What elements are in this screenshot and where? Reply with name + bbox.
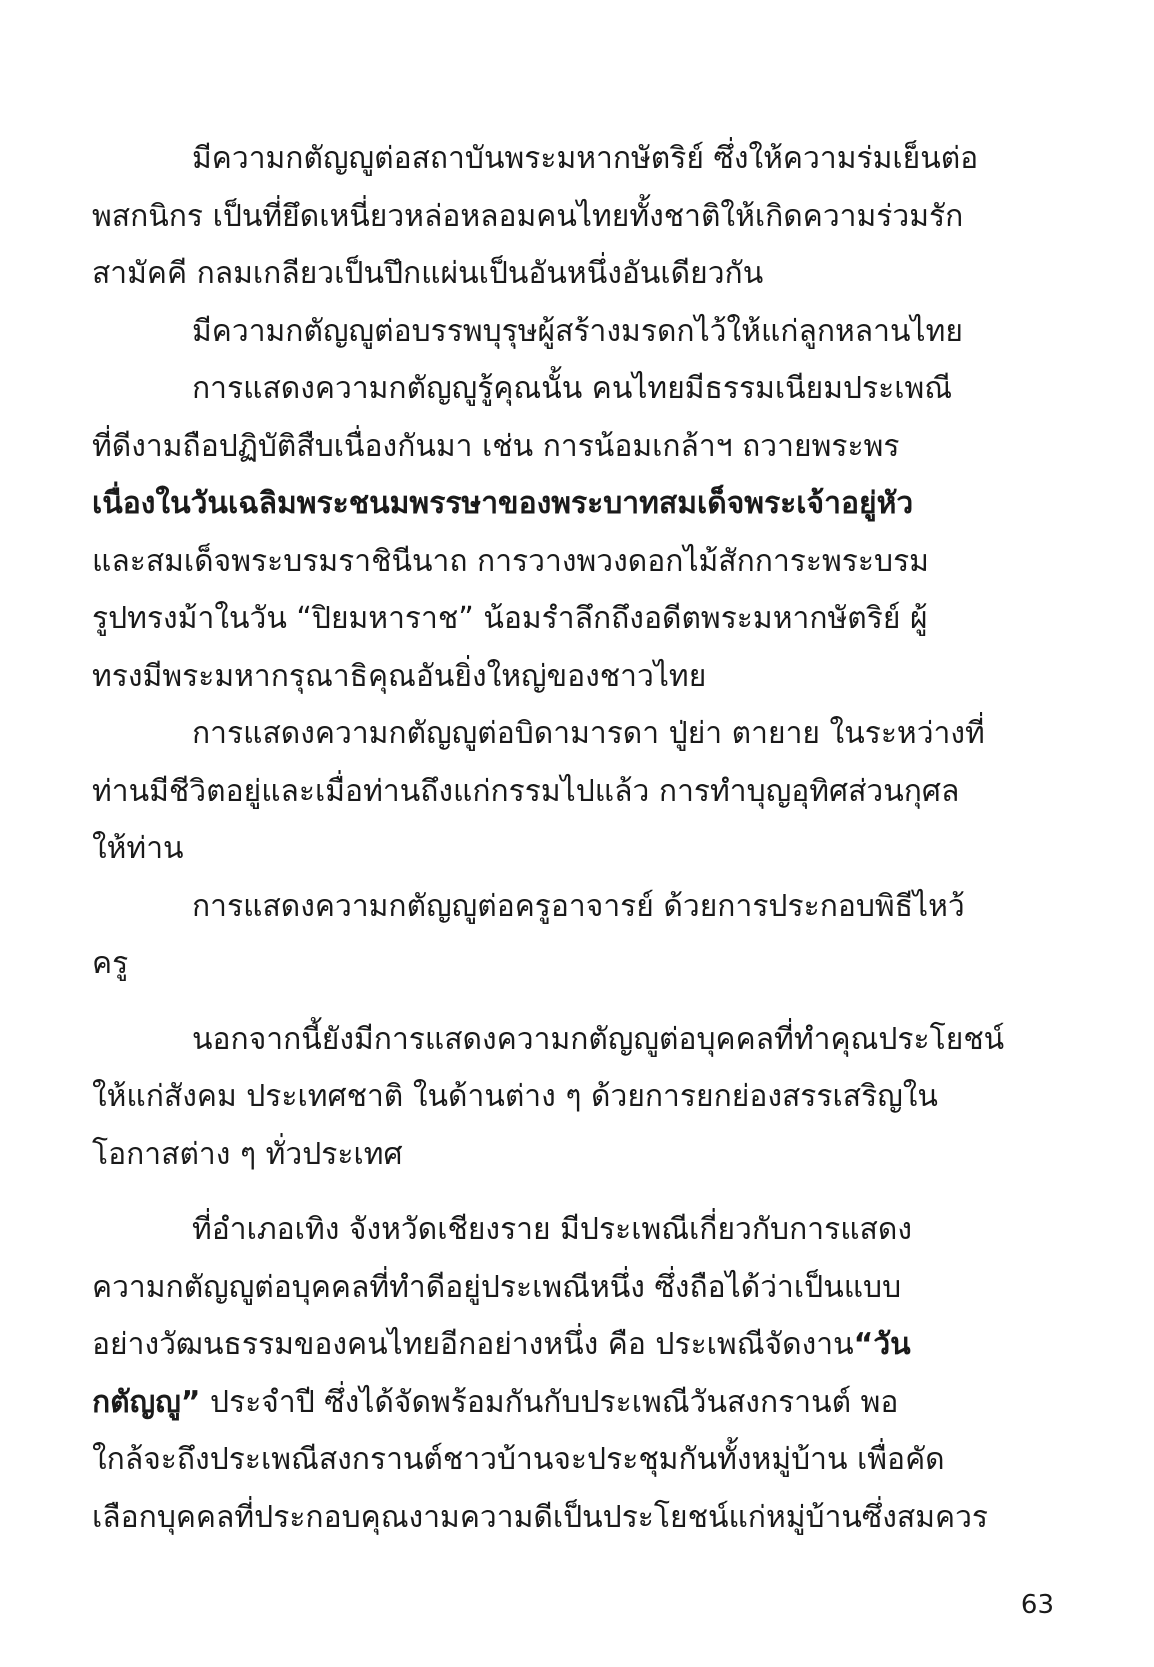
text-line: โอกาสต่าง ๆ ทั่วประเทศ <box>92 1136 403 1172</box>
text-line: ความกตัญญูต่อบุคคลที่ทำดีอยู่ประเพณีหนึ่ง ซึ่งถือได้ว่าเป็นแบบ <box>92 1269 902 1305</box>
text-line: พสกนิกร เป็นที่ยึดเหนี่ยวหล่อหลอมคนไทยทั้งชาติให้เกิดความร่วมรัก <box>92 198 964 234</box>
text-line: เนื่องในวันเฉลิมพระชนมพรรษาของพระบาทสมเด็จพระเจ้าอยู่หัว <box>92 486 914 521</box>
text-line: นอกจากนี้ยังมีการแสดงความกตัญญูต่อบุคคลที่ทำคุณประโยชน์ <box>192 1021 1005 1057</box>
bold-term: “วัน <box>853 1327 911 1362</box>
text-line <box>92 1316 1057 1374</box>
text-line: ใกล้จะถึงประเพณีสงกรานต์ชาวบ้านจะประชุมกันทั้งหมู่บ้าน เพื่อคัด <box>92 1442 945 1477</box>
text-line: ที่อำเภอเทิง จังหวัดเชียงราย มีประเพณีเกี่ยวกับการแสดง <box>192 1212 912 1247</box>
text-line: มีความกตัญญูต่อสถาบันพระมหากษัตริย์ ซึ่งให้ความร่มเย็นต่อ <box>192 141 979 176</box>
text-line: มีความกตัญญูต่อบรรพบุรุษผู้สร้างมรดกไว้ให้แก่ลูกหลานไทย <box>192 313 963 349</box>
bold-term: กตัญญู” <box>92 1384 201 1420</box>
text-line: การแสดงความกตัญญูต่อบิดามารดา ปู่ย่า ตายาย ในระหว่างที่ <box>192 716 985 751</box>
page-number: 63 <box>1020 1590 1054 1620</box>
text-run: ประจำปี ซึ่งได้จัดพร้อมกันกับประเพณีวันสงกรานต์ พอ <box>200 1384 899 1420</box>
text-line: ให้แก่สังคม ประเทศชาติ ในด้านต่าง ๆ ด้วยการยกย่องสรรเสริญใน <box>92 1079 938 1114</box>
text-line <box>92 1374 1057 1432</box>
body-text <box>92 130 1057 1546</box>
text-line: ให้ท่าน <box>92 831 184 866</box>
text-line: ท่านมีชีวิตอยู่และเมื่อท่านถึงแก่กรรมไปแล้ว การทำบุญอุทิศส่วนกุศล <box>92 773 960 809</box>
paragraph-gap <box>92 993 1057 1011</box>
text-line: ทรงมีพระมหากรุณาธิคุณอันยิ่งใหญ่ของชาวไทย <box>92 658 707 694</box>
text-line: การแสดงความกตัญญูต่อครูอาจารย์ ด้วยการประกอบพิธีไหว้ <box>192 888 965 924</box>
text-line: และสมเด็จพระบรมราชินีนาถ การวางพวงดอกไม้สักการะพระบรม <box>92 543 929 579</box>
text-line: ครู <box>92 946 129 981</box>
text-line: เลือกบุคคลที่ประกอบคุณงามความดีเป็นประโยชน์แก่หมู่บ้านซึ่งสมควร <box>92 1499 989 1535</box>
text-run: อย่างวัฒนธรรมของคนไทยอีกอย่างหนึ่ง คือ ประเพณีจัดงาน <box>92 1327 854 1362</box>
text-line: รูปทรงม้าในวัน “ปิยมหาราช” น้อมรำลึกถึงอดีตพระมหากษัตริย์ ผู้ <box>92 601 928 636</box>
text-line: การแสดงความกตัญญูรู้คุณนั้น คนไทยมีธรรมเนียมประเพณี <box>192 371 953 406</box>
text-line: สามัคคี กลมเกลียวเป็นปึกแผ่นเป็นอันหนึ่งอันเดียวกัน <box>92 256 764 291</box>
text-line: ที่ดีงามถือปฏิบัติสืบเนื่องกันมา เช่น การน้อมเกล้าฯ ถวายพระพร <box>92 428 900 464</box>
paragraph-gap <box>92 1183 1057 1201</box>
